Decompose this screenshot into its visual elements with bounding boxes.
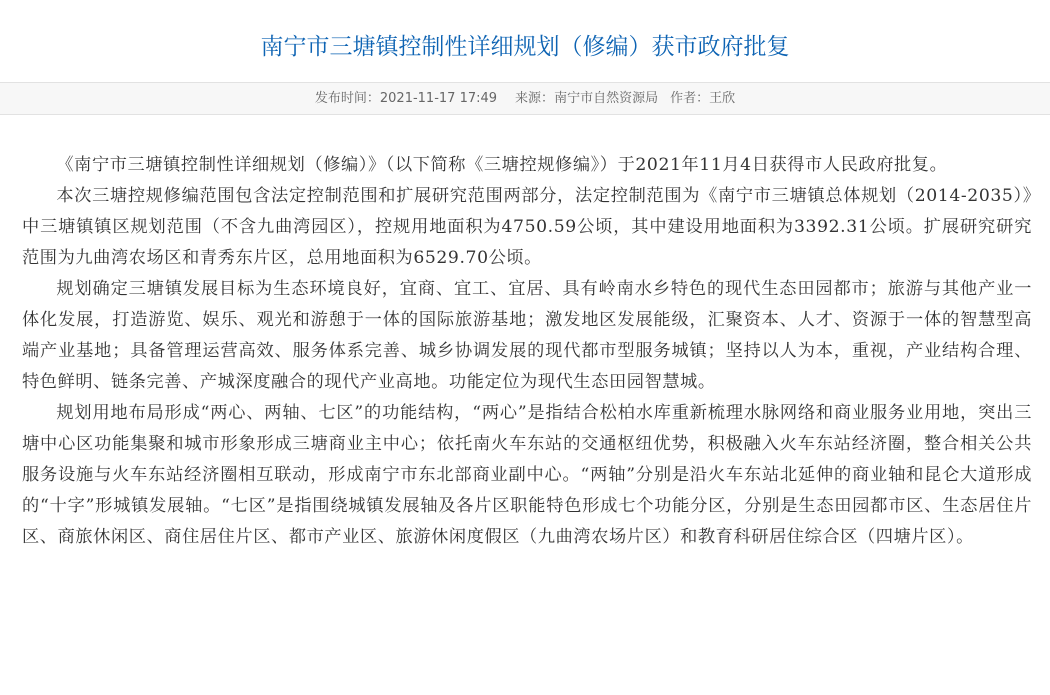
article-body [22,150,1032,553]
author-name: 王欣 [709,91,736,106]
paragraph: 本次三塘控规修编范围包含法定控制范围和扩展研究范围两部分，法定控制范围为《南宁市三塘镇总体规划（2014-2035）》中三塘镇镇区规划范围（不含九曲湾园区），控规用地面积为4750.59公顷，其中建设用地面积为3392.31公顷。扩展研究研究范围为九曲湾农场区和青秀东片区，总用地面积为6529.70公顷。 [22,186,1032,268]
source-name: 南宁市自然资源局 [554,91,659,106]
publish-time-label: 发布时间： [314,91,380,106]
article-meta-bar [0,82,1050,115]
paragraph: 规划用地布局形成“两心、两轴、七区”的功能结构，“两心”是指结合松柏水库重新梳理水脉网络和商业服务业用地，突出三塘中心区功能集聚和城市形象形成三塘商业主中心；依托南火车东站的交通枢纽优势，积极融入火车东站经济圈，整合相关公共服务设施与火车东站经济圈相互联动，形成南宁市东北部商业副中心。“两轴”分别是沿火车东站北延伸的商业轴和昆仑大道形成的“十字”形城镇发展轴。“七区”是指围绕城镇发展轴及各片区职能特色形成七个功能分区，分别是生态田园都市区、生态居住片区、商旅休闲区、商住居住片区、都市产业区、旅游休闲度假区（九曲湾农场片区）和教育科研居住综合区（四塘片区）。 [22,403,1032,547]
paragraph: 《南宁市三塘镇控制性详细规划（修编）》（以下简称《三塘控规修编》）于2021年11月4日获得市人民政府批复。 [56,155,948,175]
source-label: 来源： [515,91,555,106]
author-label: 作者： [670,91,710,106]
article-title: 南宁市三塘镇控制性详细规划（修编）获市政府批复 [260,34,790,60]
publish-time: 2021-11-17 17:49 [379,91,498,106]
article-header [0,0,1050,84]
paragraph: 规划确定三塘镇发展目标为生态环境良好，宜商、宜工、宜居、具有岭南水乡特色的现代生态田园都市；旅游与其他产业一体化发展，打造游览、娱乐、观光和游憩于一体的国际旅游基地；激发地区发展能级，汇聚资本、人才、资源于一体的智慧型高端产业基地；具备管理运营高效、服务体系完善、城乡协调发展的现代都市型服务城镇；坚持以人为本，重视，产业结构合理、特色鲜明、链条完善、产城深度融合的现代产业高地。功能定位为现代生态田园智慧城。 [22,279,1032,392]
